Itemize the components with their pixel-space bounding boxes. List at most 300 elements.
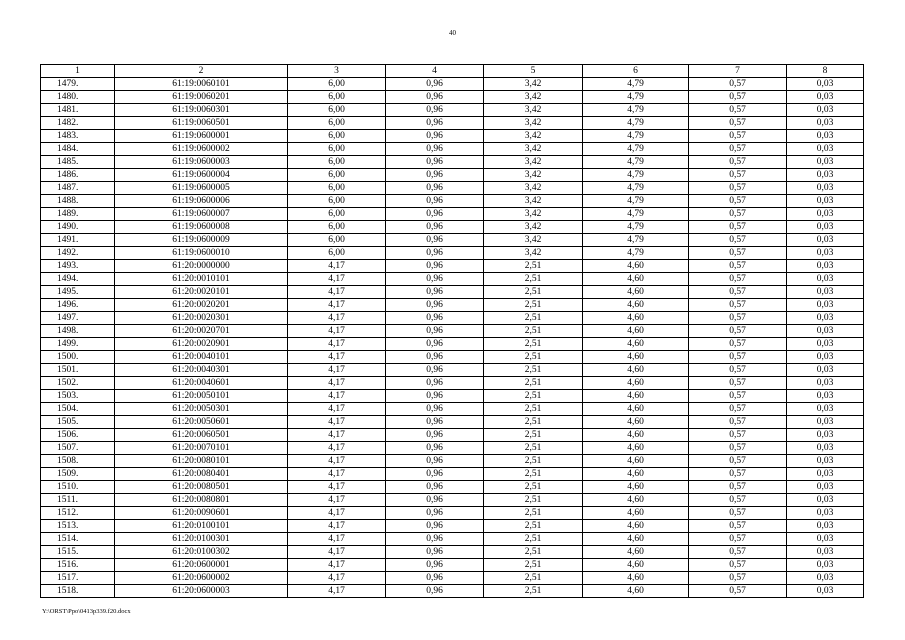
cadastral-number-cell: 61:20:0060501 <box>115 429 288 442</box>
cadastral-number-cell: 61:20:0050301 <box>115 403 288 416</box>
value-cell-8: 0,03 <box>787 286 864 299</box>
value-cell-4: 0,96 <box>386 260 484 273</box>
value-cell-5: 2,51 <box>484 338 583 351</box>
value-cell-5: 2,51 <box>484 325 583 338</box>
table-row <box>41 364 864 377</box>
table-row <box>41 442 864 455</box>
value-cell-4: 0,96 <box>386 559 484 572</box>
row-number-cell: 1512. <box>41 507 115 520</box>
value-cell-3: 6,00 <box>288 117 386 130</box>
row-number-cell: 1501. <box>41 364 115 377</box>
value-cell-5: 2,51 <box>484 507 583 520</box>
value-cell-7: 0,57 <box>689 273 787 286</box>
value-cell-5: 2,51 <box>484 390 583 403</box>
value-cell-5: 2,51 <box>484 585 583 598</box>
value-cell-3: 4,17 <box>288 494 386 507</box>
cadastral-number-cell: 61:20:0050601 <box>115 416 288 429</box>
value-cell-8: 0,03 <box>787 169 864 182</box>
value-cell-5: 3,42 <box>484 156 583 169</box>
cadastral-number-cell: 61:19:0600010 <box>115 247 288 260</box>
value-cell-7: 0,57 <box>689 481 787 494</box>
row-number-cell: 1516. <box>41 559 115 572</box>
table-row <box>41 221 864 234</box>
value-cell-6: 4,60 <box>583 403 689 416</box>
value-cell-8: 0,03 <box>787 195 864 208</box>
value-cell-3: 4,17 <box>288 325 386 338</box>
value-cell-6: 4,79 <box>583 78 689 91</box>
value-cell-6: 4,60 <box>583 390 689 403</box>
value-cell-3: 6,00 <box>288 247 386 260</box>
value-cell-7: 0,57 <box>689 221 787 234</box>
value-cell-8: 0,03 <box>787 312 864 325</box>
table-row <box>41 390 864 403</box>
table-row <box>41 182 864 195</box>
row-number-cell: 1497. <box>41 312 115 325</box>
value-cell-6: 4,60 <box>583 481 689 494</box>
value-cell-5: 2,51 <box>484 481 583 494</box>
value-cell-7: 0,57 <box>689 533 787 546</box>
value-cell-3: 6,00 <box>288 195 386 208</box>
value-cell-8: 0,03 <box>787 585 864 598</box>
value-cell-3: 6,00 <box>288 182 386 195</box>
value-cell-6: 4,79 <box>583 182 689 195</box>
table-header-row <box>41 65 864 78</box>
value-cell-8: 0,03 <box>787 117 864 130</box>
row-number-cell: 1504. <box>41 403 115 416</box>
value-cell-7: 0,57 <box>689 572 787 585</box>
value-cell-6: 4,60 <box>583 455 689 468</box>
value-cell-6: 4,60 <box>583 559 689 572</box>
value-cell-5: 2,51 <box>484 377 583 390</box>
table-row <box>41 156 864 169</box>
value-cell-6: 4,79 <box>583 104 689 117</box>
cadastral-number-cell: 61:20:0080101 <box>115 455 288 468</box>
value-cell-8: 0,03 <box>787 546 864 559</box>
value-cell-5: 2,51 <box>484 403 583 416</box>
value-cell-3: 6,00 <box>288 91 386 104</box>
cadastral-number-cell: 61:19:0600008 <box>115 221 288 234</box>
value-cell-4: 0,96 <box>386 455 484 468</box>
value-cell-6: 4,60 <box>583 325 689 338</box>
value-cell-6: 4,60 <box>583 572 689 585</box>
value-cell-5: 2,51 <box>484 286 583 299</box>
row-number-cell: 1488. <box>41 195 115 208</box>
cadastral-number-cell: 61:20:0040601 <box>115 377 288 390</box>
value-cell-3: 4,17 <box>288 507 386 520</box>
row-number-cell: 1491. <box>41 234 115 247</box>
value-cell-4: 0,96 <box>386 390 484 403</box>
header-cell: 8 <box>787 65 864 78</box>
value-cell-7: 0,57 <box>689 195 787 208</box>
footer-file-path: Y:\ORST\Ppo\0413p339.f20.docx <box>42 608 131 615</box>
value-cell-6: 4,60 <box>583 507 689 520</box>
table-row <box>41 104 864 117</box>
header-cell: 1 <box>41 65 115 78</box>
value-cell-6: 4,79 <box>583 169 689 182</box>
table-row <box>41 455 864 468</box>
cadastral-number-cell: 61:19:0600002 <box>115 143 288 156</box>
value-cell-6: 4,60 <box>583 299 689 312</box>
value-cell-7: 0,57 <box>689 312 787 325</box>
value-cell-4: 0,96 <box>386 273 484 286</box>
value-cell-8: 0,03 <box>787 403 864 416</box>
table-body <box>41 65 864 598</box>
table-row <box>41 481 864 494</box>
cadastral-number-cell: 61:20:0020201 <box>115 299 288 312</box>
value-cell-6: 4,79 <box>583 247 689 260</box>
value-cell-3: 6,00 <box>288 130 386 143</box>
value-cell-6: 4,79 <box>583 143 689 156</box>
value-cell-8: 0,03 <box>787 520 864 533</box>
value-cell-5: 2,51 <box>484 260 583 273</box>
value-cell-6: 4,60 <box>583 312 689 325</box>
row-number-cell: 1490. <box>41 221 115 234</box>
row-number-cell: 1507. <box>41 442 115 455</box>
value-cell-6: 4,60 <box>583 533 689 546</box>
value-cell-7: 0,57 <box>689 91 787 104</box>
value-cell-5: 2,51 <box>484 494 583 507</box>
value-cell-3: 6,00 <box>288 234 386 247</box>
row-number-cell: 1481. <box>41 104 115 117</box>
value-cell-3: 4,17 <box>288 442 386 455</box>
value-cell-7: 0,57 <box>689 442 787 455</box>
row-number-cell: 1518. <box>41 585 115 598</box>
value-cell-8: 0,03 <box>787 130 864 143</box>
value-cell-6: 4,60 <box>583 377 689 390</box>
table-row <box>41 169 864 182</box>
value-cell-6: 4,60 <box>583 429 689 442</box>
table-row <box>41 377 864 390</box>
value-cell-5: 2,51 <box>484 455 583 468</box>
value-cell-7: 0,57 <box>689 507 787 520</box>
value-cell-5: 3,42 <box>484 130 583 143</box>
value-cell-7: 0,57 <box>689 455 787 468</box>
value-cell-8: 0,03 <box>787 455 864 468</box>
value-cell-5: 3,42 <box>484 234 583 247</box>
cadastral-number-cell: 61:20:0070101 <box>115 442 288 455</box>
value-cell-4: 0,96 <box>386 494 484 507</box>
value-cell-4: 0,96 <box>386 130 484 143</box>
value-cell-4: 0,96 <box>386 481 484 494</box>
value-cell-5: 3,42 <box>484 91 583 104</box>
cadastral-number-cell: 61:20:0600001 <box>115 559 288 572</box>
value-cell-8: 0,03 <box>787 260 864 273</box>
value-cell-4: 0,96 <box>386 234 484 247</box>
row-number-cell: 1484. <box>41 143 115 156</box>
value-cell-6: 4,79 <box>583 117 689 130</box>
table-row <box>41 143 864 156</box>
value-cell-4: 0,96 <box>386 533 484 546</box>
table-row <box>41 273 864 286</box>
value-cell-6: 4,79 <box>583 208 689 221</box>
value-cell-7: 0,57 <box>689 390 787 403</box>
value-cell-3: 4,17 <box>288 286 386 299</box>
value-cell-3: 4,17 <box>288 468 386 481</box>
table-row <box>41 260 864 273</box>
value-cell-4: 0,96 <box>386 585 484 598</box>
value-cell-7: 0,57 <box>689 117 787 130</box>
value-cell-4: 0,96 <box>386 312 484 325</box>
value-cell-3: 4,17 <box>288 312 386 325</box>
row-number-cell: 1509. <box>41 468 115 481</box>
value-cell-4: 0,96 <box>386 91 484 104</box>
value-cell-8: 0,03 <box>787 533 864 546</box>
cadastral-number-cell: 61:19:0600004 <box>115 169 288 182</box>
value-cell-8: 0,03 <box>787 78 864 91</box>
value-cell-4: 0,96 <box>386 429 484 442</box>
value-cell-4: 0,96 <box>386 156 484 169</box>
table-row <box>41 468 864 481</box>
cadastral-number-cell: 61:19:0600003 <box>115 156 288 169</box>
value-cell-4: 0,96 <box>386 169 484 182</box>
row-number-cell: 1496. <box>41 299 115 312</box>
table-row <box>41 299 864 312</box>
value-cell-7: 0,57 <box>689 403 787 416</box>
row-number-cell: 1485. <box>41 156 115 169</box>
value-cell-8: 0,03 <box>787 299 864 312</box>
value-cell-4: 0,96 <box>386 247 484 260</box>
row-number-cell: 1493. <box>41 260 115 273</box>
value-cell-8: 0,03 <box>787 468 864 481</box>
table-row <box>41 312 864 325</box>
value-cell-6: 4,60 <box>583 442 689 455</box>
value-cell-8: 0,03 <box>787 91 864 104</box>
value-cell-5: 2,51 <box>484 520 583 533</box>
table-row <box>41 195 864 208</box>
value-cell-7: 0,57 <box>689 143 787 156</box>
value-cell-3: 6,00 <box>288 221 386 234</box>
value-cell-8: 0,03 <box>787 104 864 117</box>
value-cell-3: 6,00 <box>288 104 386 117</box>
value-cell-6: 4,79 <box>583 234 689 247</box>
value-cell-5: 3,42 <box>484 208 583 221</box>
row-number-cell: 1486. <box>41 169 115 182</box>
value-cell-5: 2,51 <box>484 533 583 546</box>
value-cell-5: 2,51 <box>484 416 583 429</box>
value-cell-7: 0,57 <box>689 468 787 481</box>
value-cell-4: 0,96 <box>386 507 484 520</box>
value-cell-4: 0,96 <box>386 208 484 221</box>
table-row <box>41 585 864 598</box>
cadastral-number-cell: 61:19:0600006 <box>115 195 288 208</box>
header-cell: 6 <box>583 65 689 78</box>
value-cell-7: 0,57 <box>689 520 787 533</box>
value-cell-3: 4,17 <box>288 572 386 585</box>
value-cell-6: 4,60 <box>583 468 689 481</box>
value-cell-3: 6,00 <box>288 169 386 182</box>
value-cell-5: 3,42 <box>484 247 583 260</box>
cadastral-number-cell: 61:19:0600001 <box>115 130 288 143</box>
value-cell-4: 0,96 <box>386 403 484 416</box>
row-number-cell: 1515. <box>41 546 115 559</box>
value-cell-3: 6,00 <box>288 208 386 221</box>
cadastral-number-cell: 61:20:0080801 <box>115 494 288 507</box>
value-cell-7: 0,57 <box>689 325 787 338</box>
value-cell-4: 0,96 <box>386 416 484 429</box>
table-row <box>41 533 864 546</box>
value-cell-6: 4,79 <box>583 195 689 208</box>
value-cell-7: 0,57 <box>689 182 787 195</box>
value-cell-6: 4,60 <box>583 286 689 299</box>
value-cell-8: 0,03 <box>787 481 864 494</box>
value-cell-6: 4,79 <box>583 221 689 234</box>
value-cell-6: 4,60 <box>583 416 689 429</box>
value-cell-6: 4,60 <box>583 273 689 286</box>
cadastral-number-cell: 61:20:0600003 <box>115 585 288 598</box>
value-cell-5: 3,42 <box>484 182 583 195</box>
row-number-cell: 1487. <box>41 182 115 195</box>
value-cell-8: 0,03 <box>787 494 864 507</box>
value-cell-7: 0,57 <box>689 78 787 91</box>
value-cell-8: 0,03 <box>787 273 864 286</box>
value-cell-7: 0,57 <box>689 169 787 182</box>
value-cell-5: 2,51 <box>484 442 583 455</box>
value-cell-7: 0,57 <box>689 546 787 559</box>
cadastral-number-cell: 61:19:0600005 <box>115 182 288 195</box>
value-cell-8: 0,03 <box>787 559 864 572</box>
value-cell-4: 0,96 <box>386 546 484 559</box>
cadastral-number-cell: 61:19:0060101 <box>115 78 288 91</box>
header-cell: 5 <box>484 65 583 78</box>
value-cell-5: 2,51 <box>484 546 583 559</box>
value-cell-8: 0,03 <box>787 572 864 585</box>
cadastral-number-cell: 61:20:0020901 <box>115 338 288 351</box>
table-row <box>41 546 864 559</box>
table-row <box>41 117 864 130</box>
value-cell-4: 0,96 <box>386 572 484 585</box>
table-row <box>41 338 864 351</box>
table-row <box>41 325 864 338</box>
value-cell-4: 0,96 <box>386 468 484 481</box>
value-cell-7: 0,57 <box>689 260 787 273</box>
value-cell-8: 0,03 <box>787 234 864 247</box>
header-cell: 3 <box>288 65 386 78</box>
cadastral-number-cell: 61:20:0090601 <box>115 507 288 520</box>
value-cell-5: 2,51 <box>484 312 583 325</box>
value-cell-3: 4,17 <box>288 481 386 494</box>
row-number-cell: 1514. <box>41 533 115 546</box>
value-cell-3: 6,00 <box>288 78 386 91</box>
cadastral-number-cell: 61:19:0060201 <box>115 91 288 104</box>
cadastral-number-cell: 61:19:0600007 <box>115 208 288 221</box>
row-number-cell: 1503. <box>41 390 115 403</box>
value-cell-5: 3,42 <box>484 104 583 117</box>
value-cell-6: 4,79 <box>583 130 689 143</box>
value-cell-4: 0,96 <box>386 182 484 195</box>
value-cell-3: 4,17 <box>288 546 386 559</box>
value-cell-3: 4,17 <box>288 364 386 377</box>
value-cell-3: 4,17 <box>288 260 386 273</box>
value-cell-6: 4,60 <box>583 546 689 559</box>
row-number-cell: 1498. <box>41 325 115 338</box>
value-cell-5: 3,42 <box>484 221 583 234</box>
value-cell-5: 3,42 <box>484 78 583 91</box>
value-cell-4: 0,96 <box>386 117 484 130</box>
value-cell-3: 4,17 <box>288 533 386 546</box>
table-row <box>41 403 864 416</box>
value-cell-3: 4,17 <box>288 299 386 312</box>
cadastral-number-cell: 61:19:0600009 <box>115 234 288 247</box>
row-number-cell: 1505. <box>41 416 115 429</box>
cadastral-number-cell: 61:20:0040301 <box>115 364 288 377</box>
value-cell-4: 0,96 <box>386 338 484 351</box>
value-cell-8: 0,03 <box>787 377 864 390</box>
value-cell-4: 0,96 <box>386 520 484 533</box>
row-number-cell: 1495. <box>41 286 115 299</box>
value-cell-8: 0,03 <box>787 429 864 442</box>
value-cell-8: 0,03 <box>787 442 864 455</box>
table-row <box>41 429 864 442</box>
value-cell-6: 4,79 <box>583 91 689 104</box>
value-cell-3: 4,17 <box>288 455 386 468</box>
value-cell-5: 3,42 <box>484 143 583 156</box>
cadastral-number-cell: 61:20:0100101 <box>115 520 288 533</box>
cadastral-number-cell: 61:20:0040101 <box>115 351 288 364</box>
value-cell-3: 4,17 <box>288 585 386 598</box>
value-cell-6: 4,60 <box>583 585 689 598</box>
row-number-cell: 1500. <box>41 351 115 364</box>
value-cell-3: 6,00 <box>288 143 386 156</box>
value-cell-5: 2,51 <box>484 364 583 377</box>
value-cell-5: 2,51 <box>484 572 583 585</box>
cadastral-number-cell: 61:20:0020101 <box>115 286 288 299</box>
value-cell-4: 0,96 <box>386 195 484 208</box>
value-cell-7: 0,57 <box>689 377 787 390</box>
row-number-cell: 1479. <box>41 78 115 91</box>
value-cell-5: 2,51 <box>484 273 583 286</box>
value-cell-3: 4,17 <box>288 520 386 533</box>
cadastral-number-cell: 61:19:0060301 <box>115 104 288 117</box>
page-number: 40 <box>449 29 456 37</box>
row-number-cell: 1513. <box>41 520 115 533</box>
value-cell-4: 0,96 <box>386 143 484 156</box>
row-number-cell: 1480. <box>41 91 115 104</box>
value-cell-3: 4,17 <box>288 377 386 390</box>
row-number-cell: 1506. <box>41 429 115 442</box>
value-cell-7: 0,57 <box>689 559 787 572</box>
value-cell-8: 0,03 <box>787 208 864 221</box>
value-cell-8: 0,03 <box>787 143 864 156</box>
value-cell-7: 0,57 <box>689 338 787 351</box>
cadastral-number-cell: 61:20:0020301 <box>115 312 288 325</box>
cadastral-number-cell: 61:20:0000000 <box>115 260 288 273</box>
value-cell-6: 4,60 <box>583 338 689 351</box>
value-cell-6: 4,60 <box>583 364 689 377</box>
value-cell-4: 0,96 <box>386 351 484 364</box>
row-number-cell: 1510. <box>41 481 115 494</box>
value-cell-8: 0,03 <box>787 507 864 520</box>
cadastral-number-cell: 61:20:0080401 <box>115 468 288 481</box>
cadastral-number-cell: 61:20:0050101 <box>115 390 288 403</box>
value-cell-5: 3,42 <box>484 169 583 182</box>
value-cell-5: 2,51 <box>484 468 583 481</box>
data-table <box>40 64 864 598</box>
value-cell-7: 0,57 <box>689 234 787 247</box>
value-cell-3: 4,17 <box>288 429 386 442</box>
value-cell-3: 4,17 <box>288 390 386 403</box>
table-row <box>41 520 864 533</box>
value-cell-4: 0,96 <box>386 364 484 377</box>
value-cell-7: 0,57 <box>689 416 787 429</box>
value-cell-8: 0,03 <box>787 390 864 403</box>
header-cell: 7 <box>689 65 787 78</box>
value-cell-6: 4,60 <box>583 494 689 507</box>
value-cell-4: 0,96 <box>386 286 484 299</box>
value-cell-7: 0,57 <box>689 247 787 260</box>
value-cell-5: 2,51 <box>484 299 583 312</box>
value-cell-3: 4,17 <box>288 338 386 351</box>
row-number-cell: 1483. <box>41 130 115 143</box>
